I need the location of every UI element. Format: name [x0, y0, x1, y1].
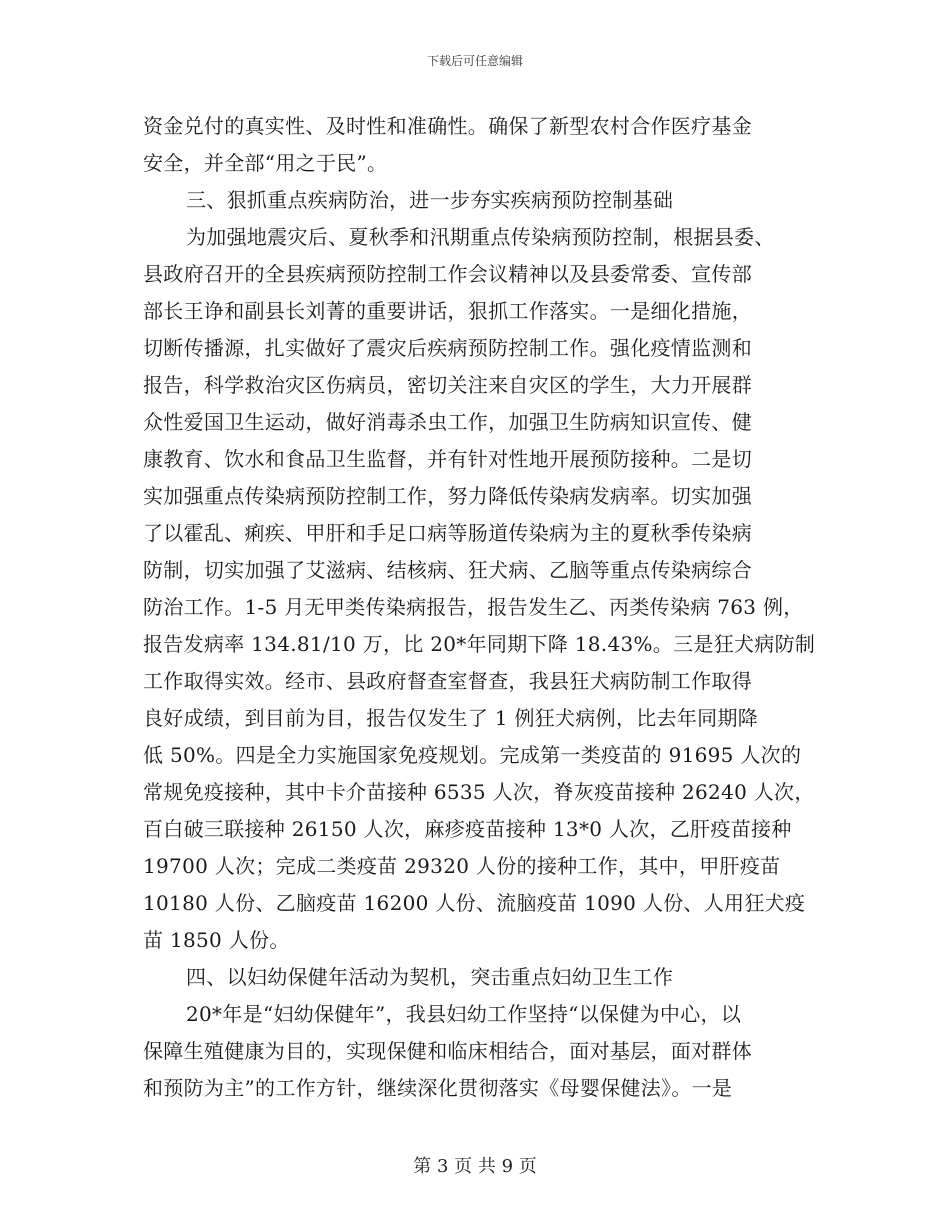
section-heading: 三、狠抓重点疾病防治，进一步夯实疾病预防控制基础 [186, 188, 674, 212]
text-line: 20*年是“妇幼保健年”，我县妇幼工作坚持“以保健为中心，以 [186, 1002, 742, 1026]
text-line: 众性爱国卫生运动，做好消毒杀虫工作，加强卫生防病知识宣传、健 [143, 410, 752, 434]
text-line: 苗 1850 人份。 [143, 928, 290, 952]
page-footer: 第 3 页 共 9 页 [413, 1156, 537, 1177]
text-line: 和预防为主”的工作方针，继续深化贯彻落实《母婴保健法》。一是 [143, 1076, 733, 1100]
text-line: 切断传播源，扎实做好了震灾后疾病预防控制工作。强化疫情监测和 [143, 336, 752, 360]
text-line: 报告发病率 134.81/10 万，比 20*年同期下降 18.43%。三是狂犬病防制 [143, 632, 816, 656]
text-line: 部长王诤和副县长刘菁的重要讲话，狠抓工作落实。一是细化措施， [143, 299, 752, 323]
text-line: 防治工作。1-5 月无甲类传染病报告，报告发生乙、丙类传染病 763 例， [143, 595, 804, 619]
text-line: 为加强地震灾后、夏秋季和汛期重点传染病预防控制，根据县委、 [186, 225, 775, 249]
text-line: 10180 人份、乙脑疫苗 16200 人份、流脑疫苗 1090 人份、人用狂犬疫 [143, 891, 806, 915]
text-line: 工作取得实效。经市、县政府督查室督查，我县狂犬病防制工作取得 [143, 669, 752, 693]
text-line: 保障生殖健康为目的，实现保健和临床相结合，面对基层，面对群体 [143, 1039, 752, 1063]
text-line: 低 50%。四是全力实施国家免疫规划。完成第一类疫苗的 91695 人次的 [143, 743, 802, 767]
text-line: 资金兑付的真实性、及时性和准确性。确保了新型农村合作医疗基金 [143, 114, 752, 138]
text-line: 19700 人次；完成二类疫苗 29320 人份的接种工作，其中，甲肝疫苗 [143, 854, 781, 878]
section-heading: 四、以妇幼保健年活动为契机，突击重点妇幼卫生工作 [186, 965, 674, 989]
text-line: 防制，切实加强了艾滋病、结核病、狂犬病、乙脑等重点传染病综合 [143, 558, 752, 582]
text-line: 了以霍乱、痢疾、甲肝和手足口病等肠道传染病为主的夏秋季传染病 [143, 521, 752, 545]
text-line: 报告，科学救治灾区伤病员，密切关注来自灾区的学生，大力开展群 [143, 373, 752, 397]
text-line: 康教育、饮水和食品卫生监督，并有针对性地开展预防接种。二是切 [143, 447, 752, 471]
text-line: 县政府召开的全县疾病预防控制工作会议精神以及县委常委、宣传部 [143, 262, 752, 286]
page-header: 下载后可任意编辑 [426, 54, 523, 68]
text-line: 良好成绩，到目前为目，报告仅发生了 1 例狂犬病例，比去年同期降 [143, 706, 759, 730]
text-line: 实加强重点传染病预防控制工作，努力降低传染病发病率。切实加强 [143, 484, 752, 508]
text-line: 安全，并全部“用之于民”。 [143, 151, 388, 175]
text-line: 百白破三联接种 26150 人次，麻疹疫苗接种 13*0 人次，乙肝疫苗接种 [143, 817, 792, 841]
text-line: 常规免疫接种，其中卡介苗接种 6535 人次，脊灰疫苗接种 26240 人次， [143, 780, 815, 804]
